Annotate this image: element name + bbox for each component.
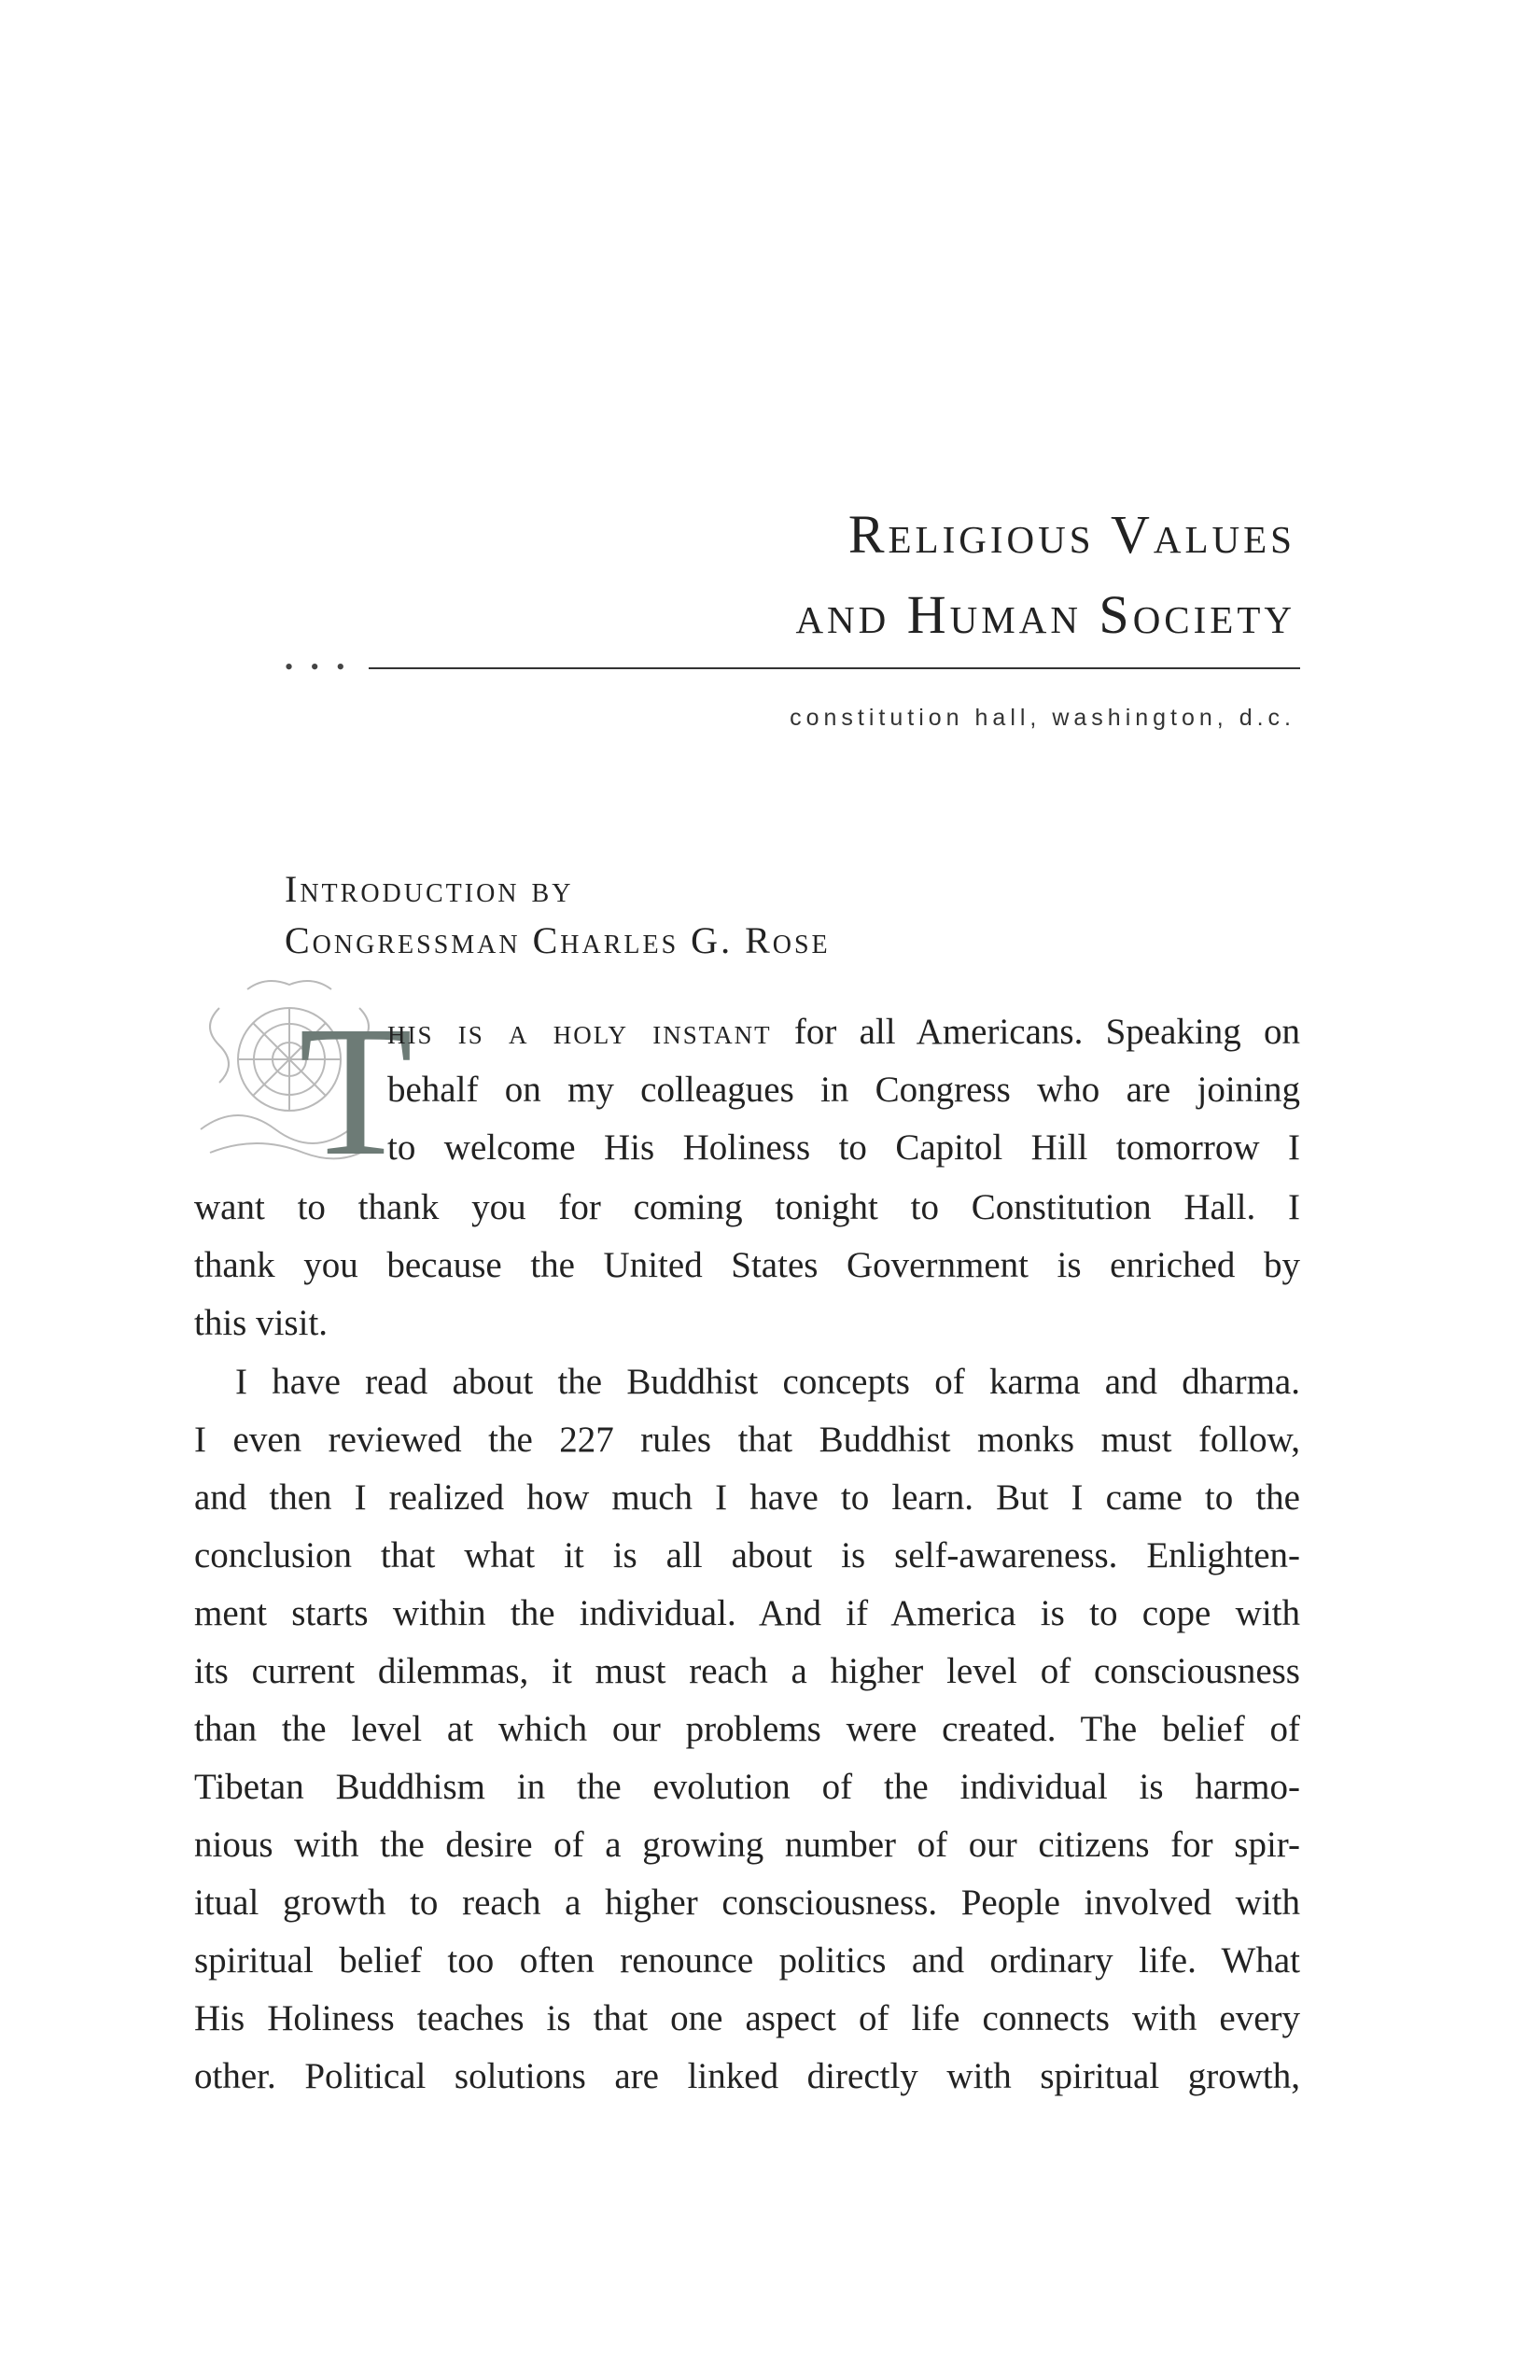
text-line: and then I realized how much I have to learn. But I came to the — [194, 1477, 1300, 1518]
text-line: conclusion that what it is all about is self-awareness. Enlighten- — [194, 1535, 1300, 1575]
venue-subtitle: constitution hall, washington, d.c. — [790, 705, 1295, 731]
ornament-dots: • • • — [285, 653, 351, 680]
text-line: than the level at which our problems were created. The belief of — [194, 1709, 1300, 1749]
text-line: this visit. — [194, 1303, 329, 1343]
text-line: nious with the desire of a growing number of our citizens for spir- — [194, 1825, 1300, 1865]
text-line: itual growth to reach a higher consciousness. People involved with — [194, 1883, 1300, 1923]
chapter-title-line-1: Religious Values — [847, 504, 1295, 565]
text-line: ment starts within the individual. And if America is to cope with — [194, 1593, 1300, 1633]
section-heading — [285, 863, 831, 966]
text-line: I have read about the Buddhist concepts of karma and dharma. — [235, 1362, 1300, 1402]
text-line: behalf on my colleagues in Congress who are joining — [387, 1070, 1300, 1110]
title-rule — [285, 653, 1300, 691]
text-line: spiritual belief too often renounce politics and ordinary life. What — [194, 1940, 1300, 1981]
text-line — [387, 1003, 1300, 1061]
paragraph-1-full — [194, 1179, 1300, 1352]
text-line: thank you because the United States Government is enriched by — [194, 1245, 1300, 1285]
drop-cap: T — [299, 988, 413, 1195]
text-line: its current dilemmas, it must reach a higher level of consciousness — [194, 1651, 1300, 1691]
section-heading-line-1: Introduction by — [285, 868, 574, 910]
text-line: want to thank you for coming tonight to Constitution Hall. I — [194, 1187, 1300, 1227]
paragraph-2 — [194, 1353, 1300, 2106]
text-line: I even reviewed the 227 rules that Buddhist monks must follow, — [194, 1420, 1300, 1460]
text-line: to welcome His Holiness to Capitol Hill tomorrow I — [387, 1127, 1300, 1168]
paragraph-1-indented — [387, 1003, 1300, 1177]
chapter-title-line-2: and Human Society — [795, 584, 1295, 645]
chapter-title — [795, 495, 1295, 655]
text-line: other. Political solutions are linked directly with spiritual growth, — [194, 2056, 1300, 2096]
section-heading-line-2: Congressman Charles G. Rose — [285, 919, 831, 961]
horizontal-rule — [369, 667, 1300, 669]
text-line: His Holiness teaches is that one aspect of life connects with every — [194, 1998, 1300, 2038]
text-line: Tibetan Buddhism in the evolution of the individual is harmo- — [194, 1767, 1300, 1807]
text-line-rest: for all Americans. Speaking on — [771, 1012, 1300, 1052]
lead-in-small-caps: his is a holy instant — [387, 1012, 772, 1052]
